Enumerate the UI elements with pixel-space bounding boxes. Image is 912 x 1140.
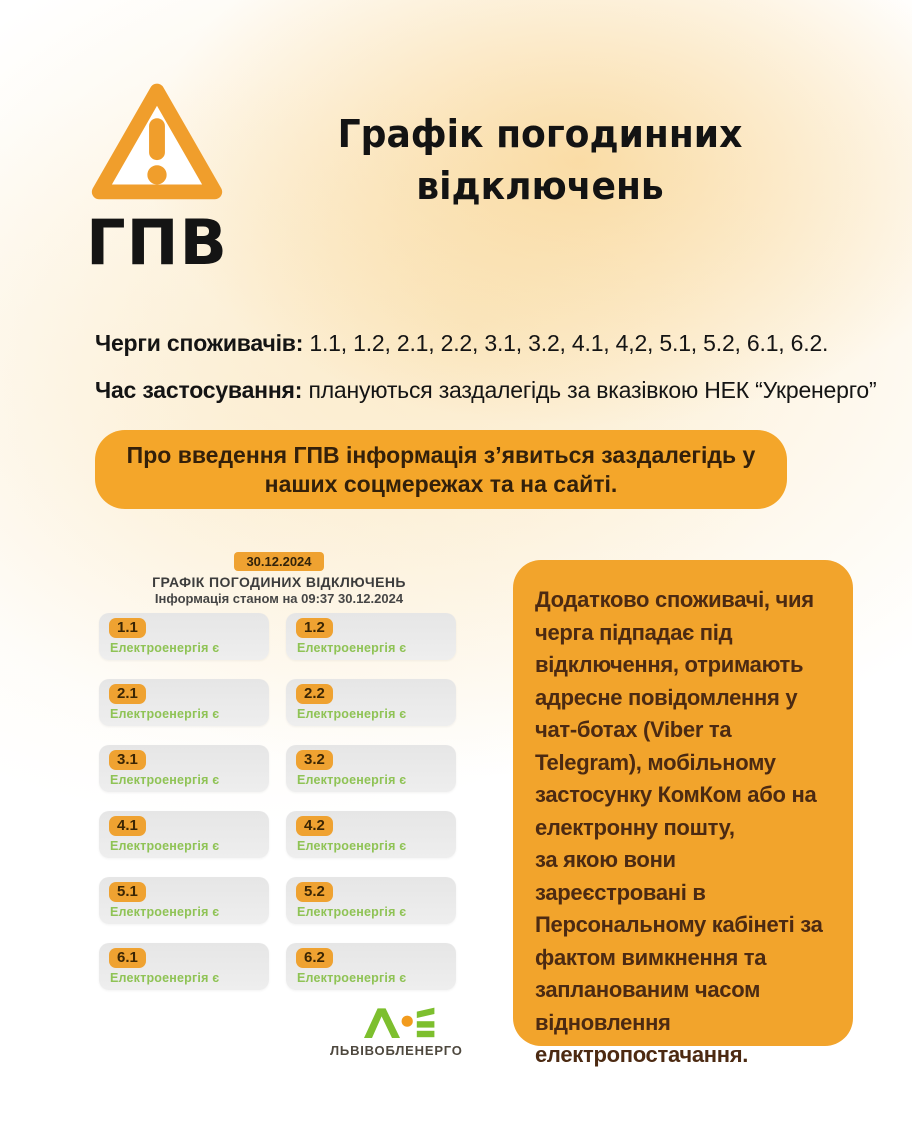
queue-number-badge: 4.2 xyxy=(296,816,333,836)
info-paragraph-1: Додатково споживачі, чия черга підпадає під відключення, отримають адресне повідомлення у чат-ботах (Viber та Telegram), мобільному застосунку КомКом або на електронну пошту, xyxy=(535,587,817,840)
schedule-header xyxy=(99,552,459,606)
queue-status: Електроенергія є xyxy=(110,905,220,919)
company-logo xyxy=(330,1004,462,1058)
queue-card-4-2 xyxy=(286,811,456,858)
queue-card-1-2 xyxy=(286,613,456,660)
queue-card-6-2 xyxy=(286,943,456,990)
queue-status: Електроенергія є xyxy=(110,971,220,985)
lvivoblenergo-logo-icon xyxy=(356,1004,436,1040)
queue-card-2-2 xyxy=(286,679,456,726)
queue-number-badge: 4.1 xyxy=(109,816,146,836)
schedule-info-line: Інформація станом на 09:37 30.12.2024 xyxy=(154,591,404,606)
queue-card-1-1 xyxy=(99,613,269,660)
announcement-text: Про введення ГПВ інформація з’явиться заздалегідь у наших соцмережах та на сайті. xyxy=(126,441,756,497)
queue-number-badge: 5.2 xyxy=(296,882,333,902)
queue-card-2-1 xyxy=(99,679,269,726)
page-title xyxy=(322,108,759,212)
page-title-line1: Графік погодинних xyxy=(337,112,743,156)
application-value: плануються заздалегідь за вказівкою НЕК “Укренерго” xyxy=(308,377,877,403)
queue-grid xyxy=(99,613,456,990)
warning-block xyxy=(82,78,232,279)
queue-card-4-1 xyxy=(99,811,269,858)
warning-triangle-icon xyxy=(89,78,225,206)
queue-number-badge: 6.1 xyxy=(109,948,146,968)
queue-status: Електроенергія є xyxy=(297,839,407,853)
queue-number-badge: 2.1 xyxy=(109,684,146,704)
queue-number-badge: 1.1 xyxy=(109,618,146,638)
consumers-value: 1.1, 1.2, 2.1, 2.2, 3.1, 3.2, 4.1, 4,2, 5.1, 5.2, 6.1, 6.2. xyxy=(309,330,829,356)
page-title-line2: відключень xyxy=(416,164,664,208)
queue-card-3-2 xyxy=(286,745,456,792)
queue-card-5-1 xyxy=(99,877,269,924)
queue-card-3-1 xyxy=(99,745,269,792)
consumers-label: Черги споживачів: xyxy=(95,330,304,356)
queue-status: Електроенергія є xyxy=(110,839,220,853)
queue-number-badge: 5.1 xyxy=(109,882,146,902)
queue-number-badge: 3.2 xyxy=(296,750,333,770)
queue-card-6-1 xyxy=(99,943,269,990)
schedule-title: ГРАФІК ПОГОДИНИХ ВІДКЛЮЧЕНЬ xyxy=(152,574,406,590)
queue-number-badge: 1.2 xyxy=(296,618,333,638)
notification-info-box xyxy=(513,560,853,1067)
queue-status: Електроенергія є xyxy=(297,971,407,985)
queue-number-badge: 2.2 xyxy=(296,684,333,704)
queue-status: Електроенергія є xyxy=(297,905,407,919)
consumers-line xyxy=(95,330,828,357)
queue-status: Електроенергія є xyxy=(110,641,220,655)
announcement-banner xyxy=(95,430,787,509)
company-name: ЛЬВІВОБЛЕНЕРГО xyxy=(330,1043,463,1058)
application-label: Час застосування: xyxy=(95,377,303,403)
queue-status: Електроенергія є xyxy=(110,707,220,721)
queue-status: Електроенергія є xyxy=(297,641,407,655)
queue-number-badge: 3.1 xyxy=(109,750,146,770)
queue-status: Електроенергія є xyxy=(110,773,220,787)
queue-status: Електроенергія є xyxy=(297,773,407,787)
queue-status: Електроенергія є xyxy=(297,707,407,721)
date-badge: 30.12.2024 xyxy=(234,552,323,571)
gpv-label: ГПВ xyxy=(86,206,228,279)
info-paragraph-2: за якою вони зареєстровані в Персональному кабінеті за фактом вимкнення та запланованим часом відновлення електропостачання. xyxy=(535,847,823,1067)
queue-number-badge: 6.2 xyxy=(296,948,333,968)
application-line xyxy=(95,377,876,404)
queue-card-5-2 xyxy=(286,877,456,924)
